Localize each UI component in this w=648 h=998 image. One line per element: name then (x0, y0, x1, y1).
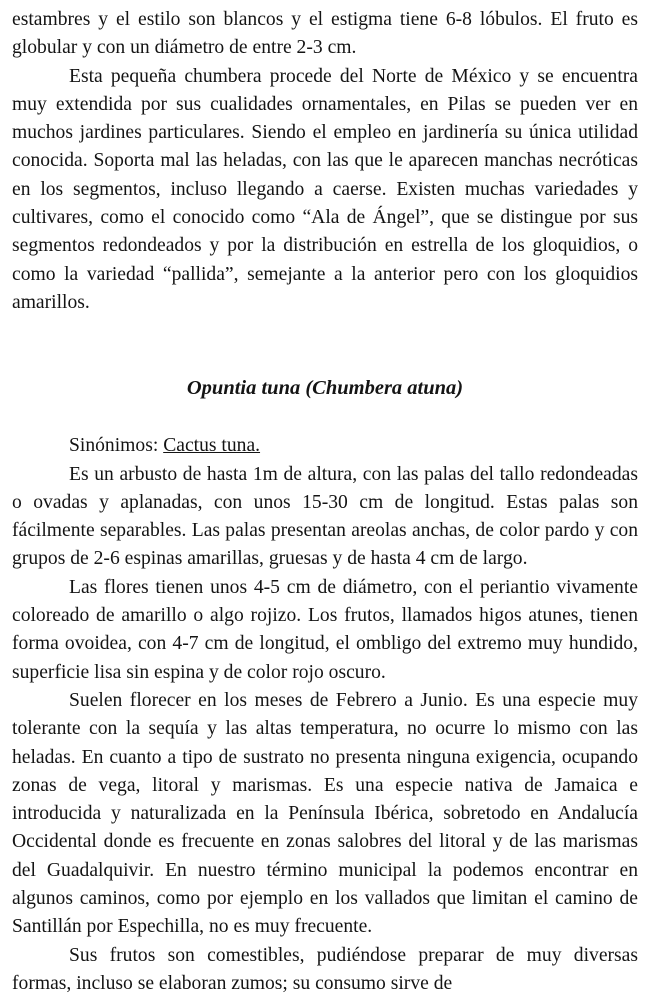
paragraph-description: Es un arbusto de hasta 1m de altura, con las palas del tallo redondeadas o ovadas y aplanadas, con unos 15-30 cm de longitud. Estas palas son fácilmente separables. Las palas presentan areolas anchas, de color pardo y con grupos de 2-6 espinas amarillas, gruesas y de hasta 4 cm de largo. (12, 463, 638, 570)
paragraph-uses: Sus frutos son comestibles, pudiéndose preparar de muy diversas formas, incluso se elaboran zumos; su consumo sirve de (12, 944, 638, 994)
paragraph-chumbera-ornamental: Esta pequeña chumbera procede del Norte de México y se encuentra muy extendida por sus cualidades ornamentales, en Pilas se pueden ver en muchos jardines particulares. Siendo el empleo en jardinería su única utilidad conocida. Soporta mal las heladas, con las que le aparecen manchas necróticas en los segmentos, incluso llegando a caerse. Existen muchas variedades y cultivares, como el conocido como “Ala de Ángel”, que se distingue por sus segmentos redondeados y por la distribución en estrella de los gloquidios, o como la variedad “pallida”, semejante a la anterior pero con los gloquidios amarillos. (12, 65, 638, 313)
synonyms-value: Cactus tuna. (163, 435, 261, 457)
paragraph-continued: estambres y el estilo son blancos y el estigma tiene 6-8 lóbulos. El fruto es globular y con un diámetro de entre 2-3 cm. (12, 9, 638, 59)
synonyms-label: Sinónimos: (69, 435, 164, 457)
paragraph-habitat: Suelen florecer en los meses de Febrero a Junio. Es una especie muy tolerante con la sequía y las altas temperatura, no ocurre lo mismo con las heladas. En cuanto a tipo de sustrato no presenta ninguna exigencia, ocupando zonas de vega, litoral y marismas. Es una especie nativa de Jamaica e introducida y naturalizada en la Península Ibérica, sobretodo en Andalucía Occidental donde es frecuente en zonas salobres del litoral y de las marismas del Guadalquivir. En nuestro término municipal la podemos encontrar en algunos caminos, como por ejemplo en los vallados que limitan el camino de Santillán por Espechilla, no es muy frecuente. (12, 689, 638, 938)
document-page (12, 6, 638, 998)
section-heading: Opuntia tuna (Chumbera atuna) (186, 377, 464, 400)
paragraph-flowers: Las flores tienen unos 4-5 cm de diámetro, con el periantio vivamente coloreado de amarillo o algo rojizo. Los frutos, llamados higos atunes, tienen forma ovoidea, con 4-7 cm de longitud, el ombligo del extremo muy hundido, superficie lisa sin espina y de color rojo oscuro. (12, 576, 638, 683)
synonyms-line (12, 432, 638, 460)
